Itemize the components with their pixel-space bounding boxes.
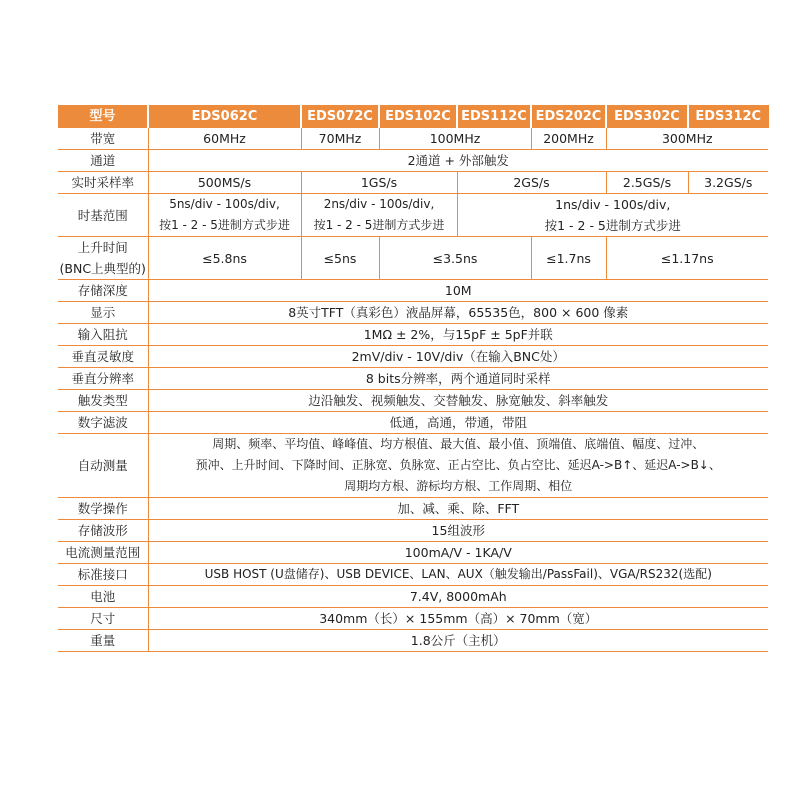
table-row (58, 434, 768, 498)
cell-line: 按1 - 2 - 5进制方式步进 (313, 218, 445, 232)
cell-line: 预冲、上升时间、下降时间、正脉宽、负脉宽、正占空比、负占空比、延迟A->B↑、延迟A->B↓、 (195, 458, 721, 472)
table-row (58, 324, 768, 346)
cell (148, 434, 768, 498)
cell: ≤3.5ns (379, 237, 531, 280)
label-line: 上升时间 (77, 240, 128, 255)
table-row (58, 150, 768, 172)
cell: 2GS/s (457, 172, 606, 194)
cell-line: 5ns/div - 100s/div, (169, 197, 280, 211)
row-label: 通道 (58, 150, 148, 172)
row-label: 数字滤波 (58, 412, 148, 434)
table-row (58, 608, 768, 630)
row-label: 触发类型 (58, 390, 148, 412)
cell: 10M (148, 280, 768, 302)
spec-table (58, 105, 769, 652)
model-header: EDS102C (379, 106, 457, 128)
row-label: 实时采样率 (58, 172, 148, 194)
table-row (58, 237, 768, 280)
cell: 60MHz (148, 128, 301, 150)
cell-line: 按1 - 2 - 5进制方式步进 (544, 218, 681, 233)
cell: 200MHz (531, 128, 606, 150)
table-row (58, 346, 768, 368)
cell: 2.5GS/s (606, 172, 688, 194)
row-label: 标准接口 (58, 564, 148, 586)
cell: ≤1.7ns (531, 237, 606, 280)
table-row (58, 564, 768, 586)
cell: 8英寸TFT（真彩色）液晶屏幕，65535色，800 × 600 像素 (148, 302, 768, 324)
model-header: EDS302C (606, 106, 688, 128)
cell-line: 1ns/div - 100s/div, (555, 197, 671, 212)
model-header: EDS062C (148, 106, 301, 128)
cell: USB HOST (U盘储存)、USB DEVICE、LAN、AUX（触发输出/PassFail)、VGA/RS232(选配) (148, 564, 768, 586)
cell-line: 2ns/div - 100s/div, (323, 197, 435, 211)
cell: 8 bits分辨率，两个通道同时采样 (148, 368, 768, 390)
model-header: EDS312C (688, 106, 768, 128)
row-label: 存储深度 (58, 280, 148, 302)
table-row (58, 368, 768, 390)
table-row (58, 520, 768, 542)
cell: 340mm（长）× 155mm（高）× 70mm（宽） (148, 608, 768, 630)
row-label: 带宽 (58, 128, 148, 150)
row-label: 显示 (58, 302, 148, 324)
cell: 300MHz (606, 128, 768, 150)
cell: 2通道 + 外部触发 (148, 150, 768, 172)
model-header: EDS072C (301, 106, 379, 128)
cell: 7.4V, 8000mAh (148, 586, 768, 608)
cell: 500MS/s (148, 172, 301, 194)
row-label: 电池 (58, 586, 148, 608)
table-row (58, 128, 768, 150)
row-label (58, 237, 148, 280)
table-row (58, 630, 768, 652)
table-row (58, 498, 768, 520)
row-label: 自动测量 (58, 434, 148, 498)
table-row (58, 194, 768, 237)
table-row (58, 542, 768, 564)
table-row (58, 390, 768, 412)
cell: 1MΩ ± 2%，与15pF ± 5pF并联 (148, 324, 768, 346)
cell: 100mA/V - 1KA/V (148, 542, 768, 564)
table-row (58, 280, 768, 302)
row-label: 电流测量范围 (58, 542, 148, 564)
cell: 2mV/div - 10V/div（在输入BNC处） (148, 346, 768, 368)
row-label: 重量 (58, 630, 148, 652)
model-header: EDS202C (531, 106, 606, 128)
cell: 100MHz (379, 128, 531, 150)
row-label: 数学操作 (58, 498, 148, 520)
table-row (58, 302, 768, 324)
cell: 边沿触发、视频触发、交替触发、脉宽触发、斜率触发 (148, 390, 768, 412)
cell (457, 194, 768, 237)
table-row (58, 586, 768, 608)
row-label: 时基范围 (58, 194, 148, 237)
cell: 70MHz (301, 128, 379, 150)
cell-line: 周期、频率、平均值、峰峰值、均方根值、最大值、最小值、顶端值、底端值、幅度、过冲、 (212, 437, 705, 451)
label-line: (BNC上典型的) (59, 261, 146, 276)
cell: 1.8公斤（主机） (148, 630, 768, 652)
cell: ≤5ns (301, 237, 379, 280)
header-label: 型号 (58, 106, 148, 128)
header-row (58, 106, 768, 128)
cell: 1GS/s (301, 172, 457, 194)
cell: 15组波形 (148, 520, 768, 542)
cell: 加、减、乘、除、FFT (148, 498, 768, 520)
cell: 3.2GS/s (688, 172, 768, 194)
row-label: 垂直灵敏度 (58, 346, 148, 368)
cell (301, 194, 457, 237)
cell: 低通，高通，带通，带阻 (148, 412, 768, 434)
model-header: EDS112C (457, 106, 531, 128)
row-label: 输入阻抗 (58, 324, 148, 346)
row-label: 尺寸 (58, 608, 148, 630)
row-label: 存储波形 (58, 520, 148, 542)
cell (148, 194, 301, 237)
cell-line: 周期均方根、游标均方根、工作周期、相位 (344, 479, 573, 493)
table-row (58, 172, 768, 194)
cell-line: 按1 - 2 - 5进制方式步进 (159, 218, 290, 232)
cell: ≤1.17ns (606, 237, 768, 280)
row-label: 垂直分辨率 (58, 368, 148, 390)
table-row (58, 412, 768, 434)
cell: ≤5.8ns (148, 237, 301, 280)
